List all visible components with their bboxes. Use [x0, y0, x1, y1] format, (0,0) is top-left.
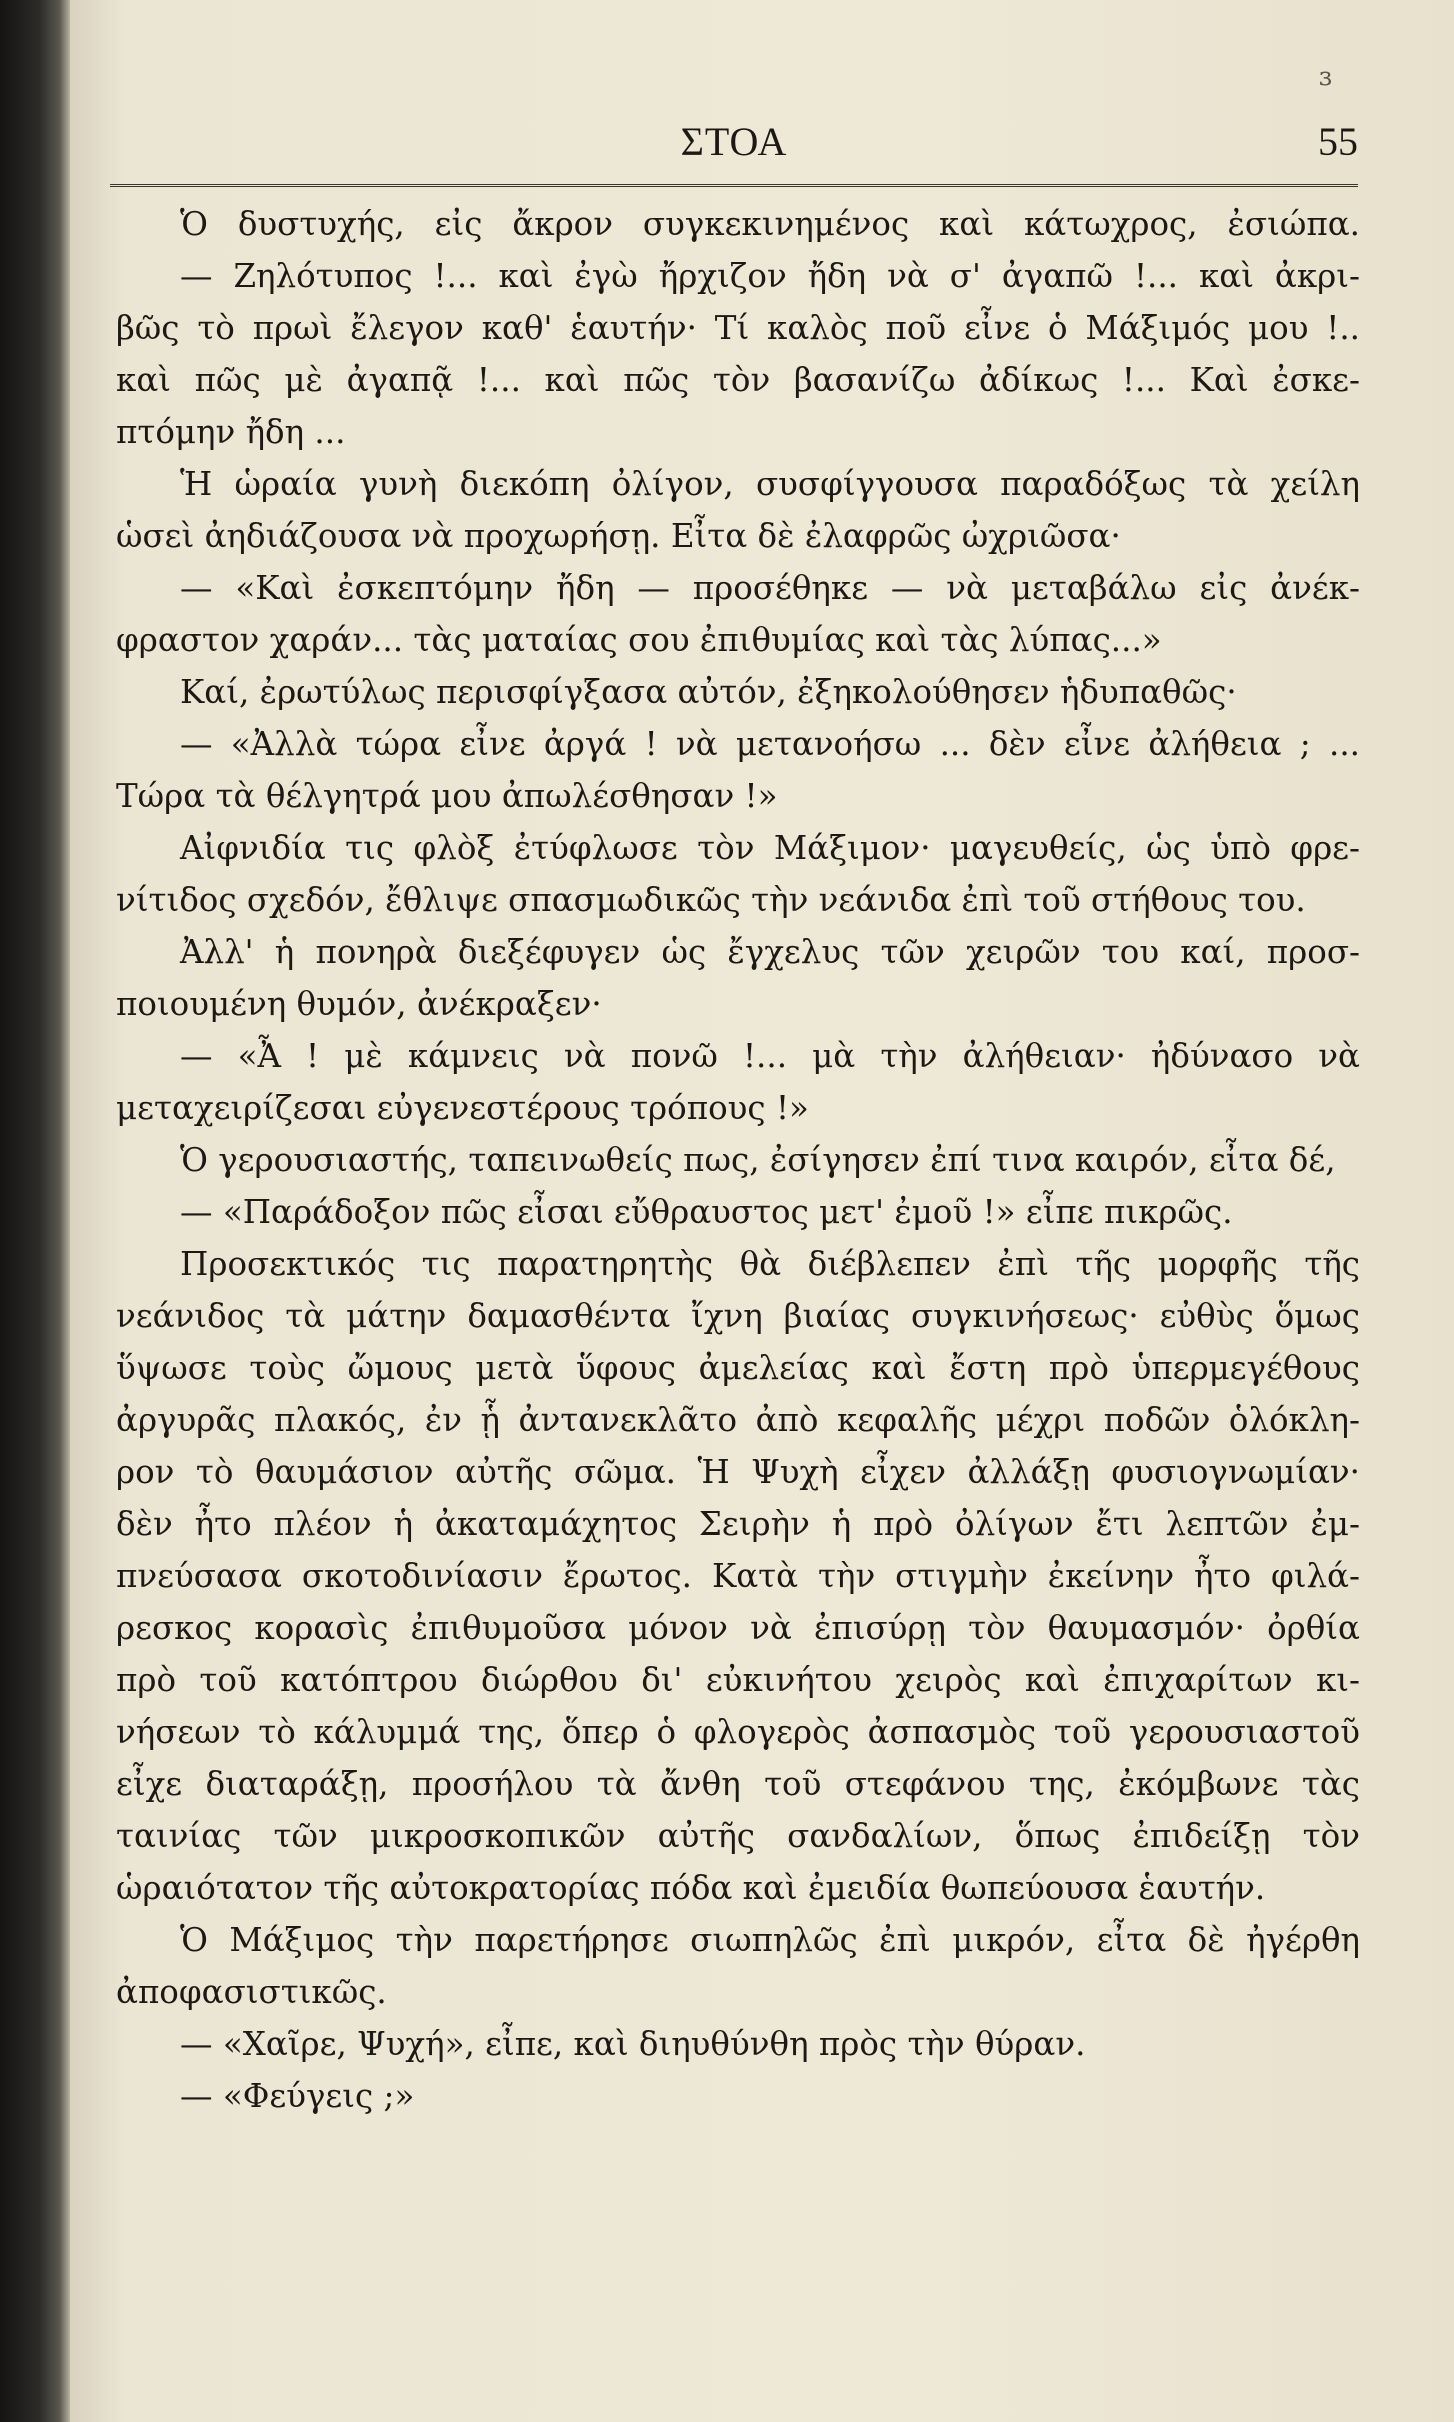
- book-spine-shadow: [0, 0, 70, 2422]
- text-line: πνεύσασα σκοτοδινίασιν ἔρωτος. Κατὰ τὴν στιγμὴν ἐκείνην ἦτο φιλά-: [116, 1557, 1360, 1595]
- text-line: ρεσκος κορασὶς ἐπιθυμοῦσα μόνον νὰ ἐπισύρῃ τὸν θαυμασμόν· ὀρθία: [116, 1609, 1360, 1647]
- text-line: καὶ πῶς μὲ ἀγαπᾷ !... καὶ πῶς τὸν βασανίζω ἀδίκως !... Καὶ ἐσκε-: [116, 361, 1360, 399]
- text-line: δὲν ἦτο πλέον ἡ ἀκαταμάχητος Σειρὴν ἡ πρὸ ὀλίγων ἔτι λεπτῶν ἐμ-: [116, 1505, 1360, 1543]
- text-line: ταινίας τῶν μικροσκοπικῶν αὐτῆς σανδαλίων, ὅπως ἐπιδείξῃ τὸν: [116, 1817, 1360, 1855]
- text-line: ποιουμένη θυμόν, ἀνέκραξεν·: [116, 985, 602, 1023]
- text-line: ὡσεὶ ἀηδιάζουσα νὰ προχωρήσῃ. Εἶτα δὲ ἐλαφρῶς ὠχριῶσα·: [116, 517, 1121, 555]
- text-line: Ἡ ὡραία γυνὴ διεκόπη ὀλίγον, συσφίγγουσα παραδόξως τὰ χείλη: [180, 465, 1360, 503]
- text-line: — «Καὶ ἐσκεπτόμην ἤδη — προσέθηκε — νὰ μεταβάλω εἰς ἀνέκ-: [180, 569, 1360, 607]
- text-line: Αἰφνιδία τις φλὸξ ἐτύφλωσε τὸν Μάξιμον· μαγευθείς, ὡς ὑπὸ φρε-: [180, 829, 1360, 867]
- text-line: ρον τὸ θαυμάσιον αὐτῆς σῶμα. Ἡ Ψυχὴ εἶχεν ἀλλάξῃ φυσιογνωμίαν·: [116, 1453, 1360, 1491]
- text-line: πρὸ τοῦ κατόπτρου διώρθου δι' εὐκινήτου χειρὸς καὶ ἐπιχαρίτων κι-: [116, 1661, 1360, 1699]
- text-line: Ὁ δυστυχής, εἰς ἄκρον συγκεκινημένος καὶ κάτωχρος, ἐσιώπα.: [180, 205, 1360, 243]
- text-line: βῶς τὸ πρωὶ ἔλεγον καθ' ἑαυτήν· Τί καλὸς ποῦ εἶνε ὁ Μάξιμός μου !..: [116, 309, 1360, 347]
- text-line: Ὁ Μάξιμος τὴν παρετήρησε σιωπηλῶς ἐπὶ μικρόν, εἶτα δὲ ἠγέρθη: [180, 1921, 1360, 1959]
- text-line: Προσεκτικός τις παρατηρητὴς θὰ διέβλεπεν ἐπὶ τῆς μορφῆς τῆς: [180, 1245, 1360, 1283]
- running-title: ΣΤΟΑ: [680, 119, 788, 164]
- text-line: Καί, ἐρωτύλως περισφίγξασα αὐτόν, ἐξηκολούθησεν ἡδυπαθῶς·: [180, 673, 1237, 711]
- body-text: [116, 198, 1360, 2122]
- text-line: — «Ἆ ! μὲ κάμνεις νὰ πονῶ !... μὰ τὴν ἀλήθειαν· ἠδύνασο νὰ: [180, 1037, 1360, 1075]
- text-line: πτόμην ἤδη ...: [116, 413, 346, 451]
- text-line: ἀργυρᾶς πλακός, ἐν ᾗ ἀντανεκλᾶτο ἀπὸ κεφαλῆς μέχρι ποδῶν ὁλόκλη-: [116, 1401, 1360, 1439]
- text-line: — «Χαῖρε, Ψυχή», εἶπε, καὶ διηυθύνθη πρὸς τὴν θύραν.: [180, 2025, 1086, 2063]
- text-line: ὡραιότατον τῆς αὐτοκρατορίας πόδα καὶ ἐμειδία θωπεύουσα ἑαυτήν.: [116, 1869, 1266, 1907]
- text-line: εἶχε διαταράξῃ, προσήλου τὰ ἄνθη τοῦ στεφάνου της, ἐκόμβωνε τὰς: [116, 1765, 1360, 1803]
- text-line: μεταχειρίζεσαι εὐγενεστέρους τρόπους !»: [116, 1089, 809, 1127]
- text-line: φραστον χαράν... τὰς ματαίας σου ἐπιθυμίας καὶ τὰς λύπας...»: [116, 621, 1162, 659]
- text-line: — Ζηλότυπος !... καὶ ἐγὼ ἤρχιζον ἤδη νὰ σ' ἀγαπῶ !... καὶ ἀκρι-: [180, 257, 1360, 295]
- text-line: — «Ἀλλὰ τώρα εἶνε ἀργά ! νὰ μετανοήσω ... δὲν εἶνε ἀλήθεια ; ...: [180, 725, 1360, 763]
- header-rule: [110, 184, 1358, 187]
- text-line: ἀποφασιστικῶς.: [116, 1973, 387, 2011]
- text-line: — «Φεύγεις ;»: [180, 2077, 415, 2115]
- text-line: Ὁ γερουσιαστής, ταπεινωθείς πως, ἐσίγησεν ἐπί τινα καιρόν, εἶτα δέ,: [180, 1141, 1336, 1179]
- text-line: — «Παράδοξον πῶς εἶσαι εὔθραυστος μετ' ἐμοῦ !» εἶπε πικρῶς.: [180, 1193, 1233, 1231]
- corner-mark: ɜ: [1318, 62, 1332, 92]
- page-number: 55: [1318, 119, 1358, 164]
- text-line: νίτιδος σχεδόν, ἔθλιψε σπασμωδικῶς τὴν νεάνιδα ἐπὶ τοῦ στήθους του.: [116, 881, 1306, 919]
- running-head: [110, 118, 1358, 178]
- text-line: ὕψωσε τοὺς ὤμους μετὰ ὕφους ἀμελείας καὶ ἔστη πρὸ ὑπερμεγέθους: [116, 1349, 1360, 1387]
- text-line: Τώρα τὰ θέλγητρά μου ἀπωλέσθησαν !»: [116, 777, 778, 815]
- text-line: νήσεων τὸ κάλυμμά της, ὅπερ ὁ φλογερὸς ἀσπασμὸς τοῦ γερουσιαστοῦ: [116, 1713, 1360, 1751]
- text-line: νεάνιδος τὰ μάτην δαμασθέντα ἴχνη βιαίας συγκινήσεως· εὐθὺς ὅμως: [116, 1297, 1360, 1335]
- text-line: Ἀλλ' ἡ πονηρὰ διεξέφυγεν ὡς ἔγχελυς τῶν χειρῶν του καί, προσ-: [180, 933, 1360, 971]
